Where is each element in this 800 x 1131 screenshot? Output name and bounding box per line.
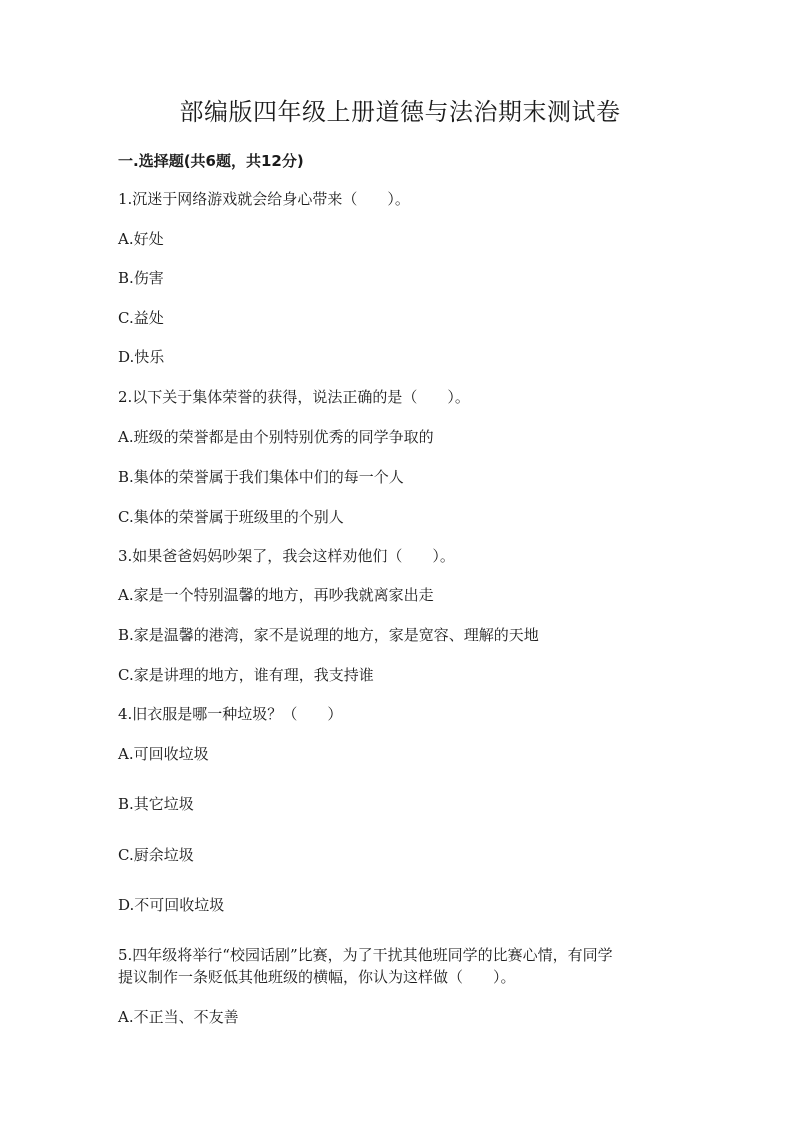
option-item: A.家是一个特别温馨的地方，再吵我就离家出走 xyxy=(118,586,434,604)
option-item: D.不可回收垃圾 xyxy=(118,896,225,914)
question-stem: 5.四年级将举行“校园话剧”比赛，为了干扰其他班同学的比赛心情，有同学 xyxy=(118,946,613,964)
question-stem: 提议制作一条贬低其他班级的横幅，你认为这样做（ ）。 xyxy=(118,968,516,986)
option-item: C.家是讲理的地方，谁有理，我支持谁 xyxy=(118,666,374,684)
question-stem: 4.旧衣服是哪一种垃圾？（ ） xyxy=(118,705,343,723)
question-stem: 3.如果爸爸妈妈吵架了，我会这样劝他们（ ）。 xyxy=(118,547,455,565)
option-item: B.集体的荣誉属于我们集体中们的每一个人 xyxy=(118,468,404,486)
option-item: C.厨余垃圾 xyxy=(118,846,194,864)
question-stem: 1.沉迷于网络游戏就会给身心带来（ ）。 xyxy=(118,190,410,208)
option-item: A.可回收垃圾 xyxy=(118,745,209,763)
option-item: D.快乐 xyxy=(118,348,165,366)
option-item: B.伤害 xyxy=(118,269,164,287)
option-item: A.班级的荣誉都是由个别特别优秀的同学争取的 xyxy=(118,428,434,446)
option-item: B.其它垃圾 xyxy=(118,795,194,813)
option-item: B.家是温馨的港湾，家不是说理的地方，家是宽容、理解的天地 xyxy=(118,626,539,644)
section-heading: 一.选择题(共6题，共12分) xyxy=(118,152,304,170)
option-item: A.不正当、不友善 xyxy=(118,1008,239,1026)
option-item: C.益处 xyxy=(118,309,164,327)
option-item: C.集体的荣誉属于班级里的个别人 xyxy=(118,508,344,526)
option-item: A.好处 xyxy=(118,230,164,248)
page-title: 部编版四年级上册道德与法治期末测试卷 xyxy=(179,98,621,126)
question-stem: 2.以下关于集体荣誉的获得，说法正确的是（ ）。 xyxy=(118,388,470,406)
